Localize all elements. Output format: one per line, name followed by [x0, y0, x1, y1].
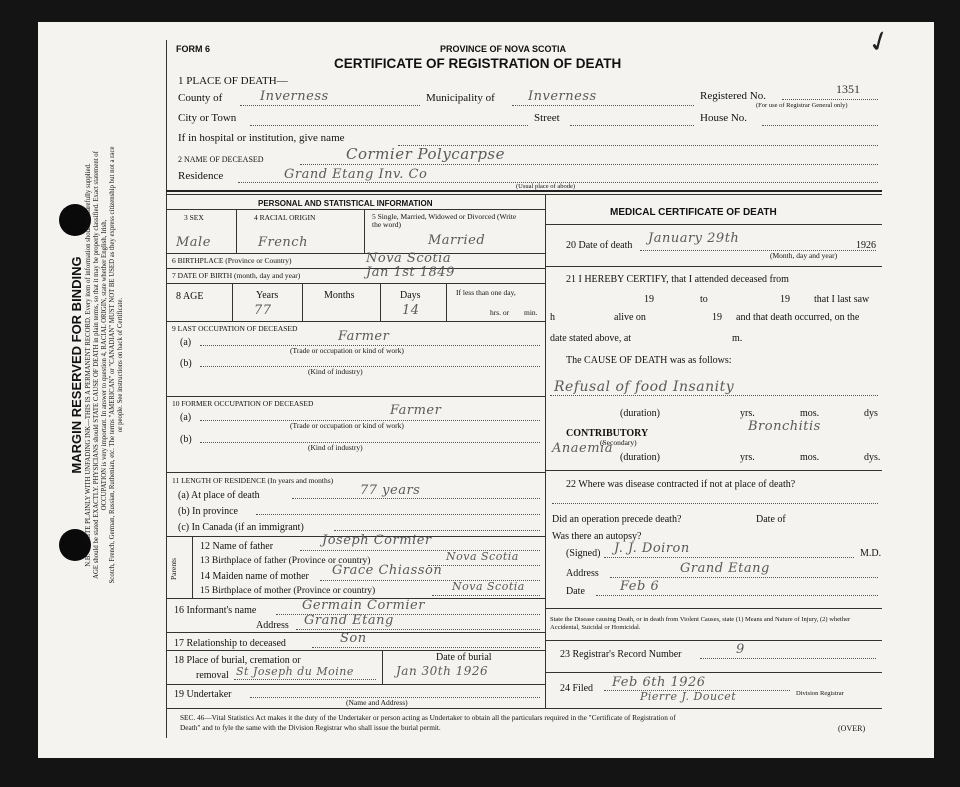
relationship-line — [312, 647, 540, 648]
last-occ-b: (b) — [180, 358, 192, 369]
last-industry-note: (Kind of industry) — [308, 367, 363, 376]
injury-note: State the Disease causing Death, or in death from Violent Causes, state (1) Means and Nature of Injury, (2) whether Accidental, Suicidal or Homicidal. — [550, 616, 851, 631]
death-year: 1926 — [856, 240, 876, 251]
contributory-label: CONTRIBUTORY — [566, 428, 649, 439]
margin-instructions — [69, 85, 125, 645]
mother-birth-value: Nova Scotia — [452, 580, 525, 593]
deceased-name-label: 2 NAME OF DECEASED — [178, 155, 264, 164]
record-label: 23 Registrar's Record Number — [560, 649, 682, 660]
marital-label: 5 Single, Married, Widowed or Divorced (Write the word) — [372, 212, 517, 229]
row-rule-4 — [166, 321, 545, 322]
racial-value: French — [258, 235, 308, 250]
min-label: min. — [524, 308, 538, 317]
undertaker-label: 19 Undertaker — [174, 689, 232, 700]
burial-place-line — [234, 679, 376, 680]
municipality-label: Municipality of — [426, 92, 495, 104]
birthplace-value: Nova Scotia — [366, 251, 452, 266]
md-label: M.D. — [860, 548, 882, 559]
doctor-date-value: Feb 6 — [620, 579, 660, 594]
days-label: Days — [400, 290, 421, 301]
age-div-3 — [380, 283, 381, 321]
in-province-label: (b) In province — [178, 506, 238, 517]
mother-value: Grace Chiasson — [332, 563, 443, 578]
death-date-note: (Month, day and year) — [770, 251, 838, 260]
mother-label: 14 Maiden name of mother — [200, 571, 309, 582]
binding-title: MARGIN RESERVED FOR BINDING — [69, 256, 84, 474]
residence-length-label: 11 LENGTH OF RESIDENCE (In years and months) — [172, 476, 334, 485]
registered-line — [782, 99, 878, 100]
last-trade-note: (Trade or occupation or kind of work) — [290, 346, 404, 355]
alive-on-label: alive on — [614, 312, 646, 323]
former-occupation-label: 10 FORMER OCCUPATION OF DECEASED — [172, 399, 314, 408]
former-industry-note: (Kind of industry) — [308, 443, 363, 452]
margin-line-5: or people. See instructions on back of Certificate. — [117, 297, 124, 433]
mother-birth-line — [432, 595, 540, 596]
municipality-value: Inverness — [528, 89, 597, 104]
medical-header: MEDICAL CERTIFICATE OF DEATH — [610, 207, 777, 218]
hospital-label: If in hospital or institution, give name — [178, 132, 345, 144]
mos-1: mos. — [800, 408, 820, 419]
contributory-value-1: Bronchitis — [748, 419, 821, 434]
yrs-2: yrs. — [740, 452, 755, 463]
in-canada-line — [334, 530, 540, 531]
former-trade-note: (Trade or occupation or kind of work) — [290, 421, 404, 430]
burial-date-value: Jan 30th 1926 — [396, 664, 489, 678]
age-label: 8 AGE — [176, 291, 204, 302]
burial-divider — [382, 650, 383, 684]
bottom-rule — [166, 708, 882, 709]
racial-label: 4 RACIAL ORIGIN — [254, 213, 316, 222]
row-rule-3 — [166, 283, 545, 284]
medical-header-rule — [545, 224, 882, 225]
last-occupation-value: Farmer — [338, 329, 390, 344]
death-date-value: January 29th — [648, 231, 740, 246]
informant-value: Germain Cormier — [302, 598, 425, 613]
burial-date-label: Date of burial — [436, 652, 492, 663]
doctor-address-value: Grand Etang — [680, 561, 770, 576]
county-line — [240, 105, 420, 106]
to-19: 19 — [780, 294, 790, 305]
certificate-title: CERTIFICATE OF REGISTRATION OF DEATH — [334, 56, 622, 71]
age-days-value: 14 — [402, 303, 420, 318]
at-place-label: (a) At place of death — [178, 490, 260, 501]
age-years-value: 77 — [254, 303, 272, 318]
from-19: 19 — [644, 294, 654, 305]
alive-19: 19 — [712, 312, 722, 323]
last-occupation-label: 9 LAST OCCUPATION OF DECEASED — [172, 324, 298, 333]
contributory-value-2: Anaemia — [552, 441, 613, 456]
house-line — [762, 125, 878, 126]
last-saw-label: that I last saw — [814, 294, 870, 305]
personal-header: PERSONAL AND STATISTICAL INFORMATION — [258, 199, 433, 208]
former-occupation-value: Farmer — [390, 403, 442, 418]
county-label: County of — [178, 92, 223, 104]
name-line — [300, 164, 878, 165]
informant-address-label: Address — [256, 620, 289, 631]
informant-label: 16 Informant's name — [174, 605, 257, 616]
record-line — [700, 658, 876, 659]
med-rule-1 — [545, 266, 882, 267]
duration-2: (duration) — [620, 452, 660, 463]
parents-divider — [192, 536, 193, 598]
division-registrar-label: Division Registrar — [796, 690, 844, 697]
former-occ-a: (a) — [180, 412, 192, 423]
father-label: 12 Name of father — [200, 541, 274, 552]
last-occ-a: (a) — [180, 337, 192, 348]
dys-1: dys — [864, 408, 878, 419]
footer-line-2: Death" and to fyle the same with the Division Registrar who shall issue the burial permit. — [180, 723, 441, 732]
informant-address-line — [296, 629, 540, 630]
margin-line-4: Scotch, French, German, Russian, Ruthenian, etc. The terms "AMERICAN" or "CANADIAN" MUST NOT BE USED as they express citizenship but not a race — [109, 146, 116, 584]
province-heading: PROVINCE OF NOVA SCOTIA — [440, 44, 567, 54]
residence-note: (Usual place of abode) — [516, 183, 576, 190]
row-rule-6 — [166, 472, 545, 473]
row-rule-10 — [166, 650, 545, 651]
and-that-label: and that death occurred, on the — [736, 312, 860, 323]
mother-birth-label: 15 Birthplace of mother (Province or country) — [200, 586, 376, 596]
yrs-1: yrs. — [740, 408, 755, 419]
left-frame — [166, 40, 167, 738]
record-value: 9 — [736, 642, 745, 657]
filed-label: 24 Filed — [560, 683, 594, 694]
street-label: Street — [534, 112, 560, 124]
in-province-line — [256, 514, 540, 515]
birthplace-label: 6 BIRTHPLACE (Province or Country) — [172, 256, 292, 265]
death-date-label: 20 Date of death — [566, 240, 633, 251]
cause-line — [550, 395, 878, 396]
med-rule-5 — [545, 672, 882, 673]
med-rule-4 — [545, 640, 882, 641]
sex-value: Male — [176, 235, 211, 250]
margin-line-1: N.B.—WRITE PLAINLY WITH UNFADING INK—THIS IS A PERMANENT RECORD. Every item of information should be carefully supplied. — [85, 163, 92, 567]
death-date-line — [640, 250, 876, 251]
former-occ-line-b — [200, 442, 540, 443]
father-birth-label: 13 Birthplace of father (Province or country) — [200, 556, 371, 566]
name-address-note: (Name and Address) — [346, 698, 408, 707]
sex-label: 3 SEX — [184, 213, 204, 222]
med-rule-2 — [545, 470, 882, 471]
certify-text: 21 I HEREBY CERTIFY, that I attended deceased from — [566, 274, 789, 285]
date-of-label: Date of — [756, 514, 786, 525]
deceased-name: Cormier Polycarpse — [346, 145, 505, 163]
less-day-label: If less than one day, — [456, 288, 516, 297]
footer-line-1: SEC. 46—Vital Statistics Act makes it the duty of the Undertaker or person acting as Undertaker to obtain all the particulars required in the "Certificate of Registration of — [180, 713, 676, 722]
filed-value: Feb 6th 1926 — [612, 675, 706, 690]
signed-label: (Signed) — [566, 548, 601, 559]
duration-1: (duration) — [620, 408, 660, 419]
m-label: m. — [732, 333, 743, 344]
margin-line-2: AGE should be stated EXACTLY. PHYSICIANS should STATE CAUSE OF DEATH in plain terms, so that it may be properly classified. Exact statement of — [93, 151, 100, 579]
age-div-4 — [446, 283, 447, 321]
h-label: h — [550, 312, 555, 323]
registered-label: Registered No. — [700, 90, 766, 102]
city-label: City or Town — [178, 112, 237, 124]
informant-address-value: Grand Etang — [304, 613, 394, 628]
age-div-2 — [302, 283, 303, 321]
parents-side-label: Parents — [169, 557, 178, 580]
personal-header-rule — [166, 209, 545, 210]
at-place-line — [292, 498, 540, 499]
at-place-value: 77 years — [360, 483, 421, 498]
residence-value: Grand Etang Inv. Co — [284, 167, 428, 182]
doctor-address-label: Address — [566, 568, 599, 579]
dob-value: Jan 1st 1849 — [366, 265, 455, 280]
to-label: to — [700, 294, 708, 305]
father-value: Joseph Cormier — [322, 533, 432, 548]
former-occ-b: (b) — [180, 434, 192, 445]
burial-label-2: removal — [196, 670, 229, 681]
over-label: (OVER) — [838, 724, 866, 733]
racial-divider — [364, 209, 365, 253]
margin-line-3: OCCUPATION is very important. In answer to question 4, RACIAL ORIGIN, state whether English, Irish, — [101, 219, 108, 511]
center-divider — [545, 194, 546, 708]
operation-label: Did an operation precede death? — [552, 514, 682, 525]
q22-line — [552, 503, 878, 504]
dys-2: dys. — [864, 452, 881, 463]
top-rule-2 — [166, 194, 882, 195]
burial-label-1: 18 Place of burial, cremation or — [174, 655, 301, 666]
house-label: House No. — [700, 112, 748, 124]
burial-place-value: St Joseph du Moine — [236, 665, 354, 678]
mos-2: mos. — [800, 452, 820, 463]
division-registrar-signature: Pierre J. Doucet — [640, 690, 737, 703]
form-number: FORM 6 — [176, 44, 211, 54]
county-value: Inverness — [260, 89, 329, 104]
age-div-1 — [232, 283, 233, 321]
doctor-address-line — [610, 577, 878, 578]
cause-label: The CAUSE OF DEATH was as follows: — [566, 355, 732, 366]
med-rule-3 — [545, 608, 882, 609]
cause-value: Refusal of food Insanity — [554, 379, 735, 395]
secondary-label: (Secondary) — [600, 438, 637, 447]
q22-label: 22 Where was disease contracted if not at place of death? — [566, 479, 796, 490]
in-canada-label: (c) In Canada (if an immigrant) — [178, 522, 304, 533]
city-line — [250, 125, 528, 126]
row-rule-2 — [166, 268, 545, 269]
doctor-date-label: Date — [566, 586, 585, 597]
registrar-note: (For use of Registrar General only) — [756, 102, 848, 109]
relationship-value: Son — [340, 631, 367, 646]
relationship-label: 17 Relationship to deceased — [174, 638, 286, 649]
place-heading: 1 PLACE OF DEATH— — [178, 75, 288, 87]
registered-number: 1351 — [836, 82, 860, 96]
father-birth-value: Nova Scotia — [446, 550, 519, 563]
row-rule-1 — [166, 253, 545, 254]
signed-value: J. J. Doiron — [614, 541, 690, 556]
signed-line — [604, 557, 854, 558]
street-line — [570, 125, 694, 126]
sex-divider — [236, 209, 237, 253]
years-label: Years — [256, 290, 279, 301]
date-stated-label: date stated above, at — [550, 333, 632, 344]
municipality-line — [512, 105, 694, 106]
marital-value: Married — [428, 233, 486, 248]
check-mark-icon: ✓ — [863, 23, 896, 62]
last-occ-line-b — [200, 366, 540, 367]
hrs-label: hrs. or — [490, 308, 510, 317]
autopsy-label: Was there an autopsy? — [552, 531, 642, 542]
row-rule-5 — [166, 396, 545, 397]
row-rule-11 — [166, 684, 545, 685]
doctor-date-line — [596, 595, 878, 596]
residence-label: Residence — [178, 170, 224, 182]
months-label: Months — [324, 290, 355, 301]
father-birth-line — [428, 565, 540, 566]
dob-label: 7 DATE OF BIRTH (month, day and year) — [172, 271, 301, 280]
